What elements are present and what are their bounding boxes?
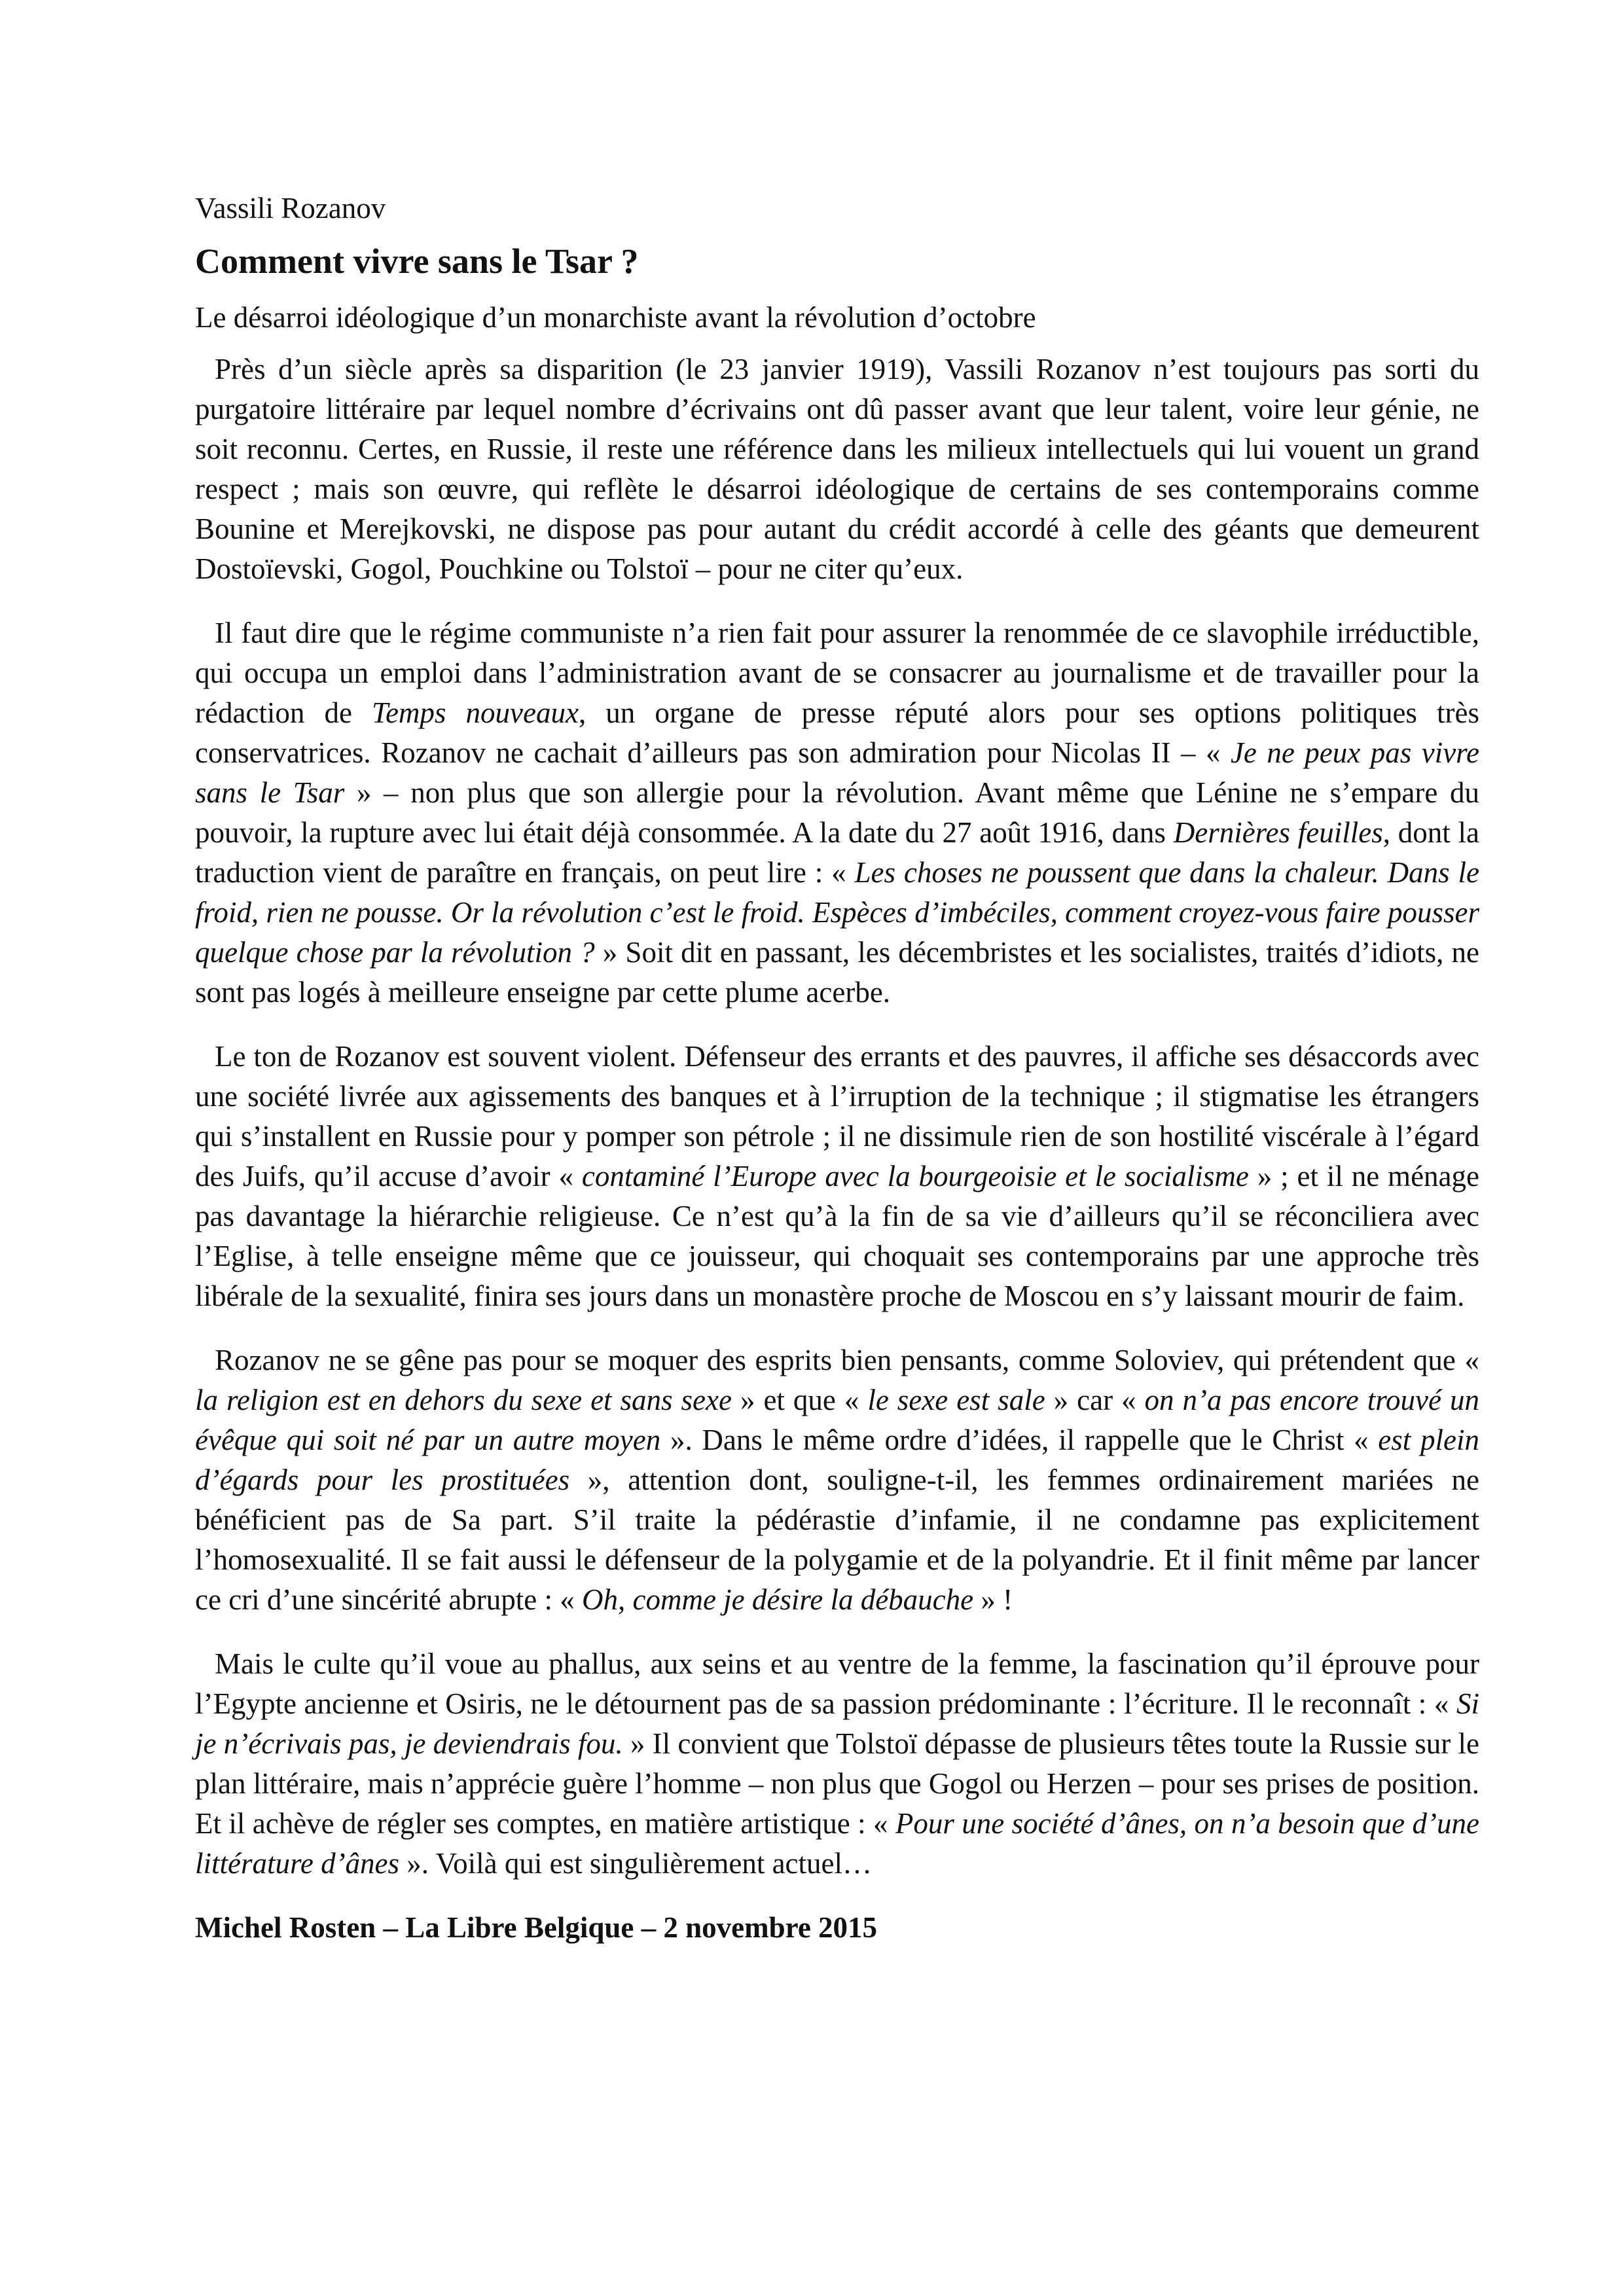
paragraph-segment: » – non plus que son allergie pour la révolution. Avant même que Lénine ne s’empare du pouvoir, la rupture avec lui était déjà consommée. A la date du 27 août 1916, dans — [195, 776, 1479, 849]
paragraph-segment: , dont la traduction vient de paraître en français, on peut lire : « — [195, 816, 1479, 889]
paragraph-segment: ». Dans le même ordre d’idées, il rappelle que le Christ « — [660, 1424, 1379, 1456]
paragraph-segment: » ! — [973, 1583, 1013, 1616]
paragraph-segment: » Soit dit en passant, les décembristes et les socialistes, traités d’idiots, ne sont pas logés à meilleure enseigne par cette plume acerbe. — [195, 936, 1479, 1009]
paragraph-5 — [195, 1644, 1479, 1884]
paragraph-segment: » et que « — [731, 1384, 868, 1416]
quote-sexe: le sexe est sale — [867, 1384, 1045, 1416]
paragraph-3 — [195, 1037, 1479, 1316]
quote-debauche: Oh, comme je désire la débauche — [581, 1583, 974, 1616]
article-title: Comment vivre sans le Tsar ? — [195, 242, 639, 281]
book-title-temps-nouveaux: Temps nouveaux — [372, 696, 579, 729]
paragraph-segment: Rozanov ne se gêne pas pour se moquer des esprits bien pensants, comme Soloviev, qui prétendent que « — [215, 1344, 1479, 1376]
quote-anes: Pour une société d’ânes, on n’a besoin que d’une littérature d’ânes — [195, 1807, 1479, 1880]
paragraph-segment: Il faut dire que le régime communiste n’a rien fait pour assurer la renommée de ce slavophile irréductible, qui occupa un emploi dans l’administration avant de se consacrer au journalisme et de travailler pour la rédaction de — [195, 617, 1479, 729]
paragraph-segment: » Il convient que Tolstoï dépasse de plusieurs têtes toute la Russie sur le plan littéraire, mais n’apprécie guère l’homme – non plus que Gogol ou Herzen – pour ses prises de position. Et il achève de régler ses comptes, en matière artistique : « — [195, 1727, 1479, 1840]
paragraph-segment: Près d’un siècle après sa disparition (le 23 janvier 1919), Vassili Rozanov n’est toujours pas sorti du purgatoire littéraire par lequel nombre d’écrivains ont dû passer avant que leur talent, voire leur génie, ne soit reconnu. Certes, en Russie, il reste une référence dans les milieux intellectuels qui lui vouent un grand respect ; mais son œuvre, qui reflète le désarroi idéologique de certains de ses contemporains comme Bounine et Merejkovski, ne dispose pas pour autant du crédit accordé à celle des géants que demeurent Dostoïevski, Gogol, Pouchkine ou Tolstoï – pour ne citer qu’eux. — [195, 353, 1479, 585]
book-title-dernieres-feuilles: Dernières feuilles — [1173, 816, 1383, 849]
article-subtitle: Le désarroi idéologique d’un monarchiste avant la révolution d’octobre — [195, 301, 1036, 334]
paragraph-1 — [195, 350, 1479, 589]
paragraph-segment: Le ton de Rozanov est souvent violent. Défenseur des errants et des pauvres, il affiche ses désaccords avec une société livrée aux agissements des banques et à l’irruption de la technique ; il stigmatise les étrangers qui s’installent en Russie pour y pomper son pétrole ; il ne dissimule rien de son hostilité viscérale à l’égard des Juifs, qu’il accuse d’avoir « — [195, 1040, 1479, 1193]
paragraph-segment: » car « — [1045, 1384, 1145, 1416]
quote-christ: est plein d’égards pour les prostituées — [195, 1424, 1479, 1496]
document-page — [195, 188, 1479, 1947]
paragraph-segment: » ; et il ne ménage pas davantage la hiérarchie religieuse. Ce n’est qu’à la fin de sa vie d’ailleurs qu’il se réconciliera avec l’Eglise, à telle enseigne même que ce jouisseur, qui choquait ses contemporains par une approche très libérale de la sexualité, finira ses jours dans un monastère proche de Moscou en s’y laissant mourir de faim. — [195, 1160, 1479, 1312]
article-signature: Michel Rosten – La Libre Belgique – 2 novembre 2015 — [195, 1911, 878, 1944]
quote-tsar: Je ne peux pas vivre sans le Tsar — [195, 736, 1479, 809]
paragraph-segment: ». Voilà qui est singulièrement actuel… — [399, 1847, 873, 1880]
paragraph-segment: , un organe de presse réputé alors pour ses options politiques très conservatrices. Rozanov ne cachait d’ailleurs pas son admiration pour Nicolas II – « — [195, 696, 1479, 769]
paragraph-4 — [195, 1340, 1479, 1620]
quote-religion: la religion est en dehors du sexe et sans sexe — [195, 1384, 732, 1416]
quote-revolution: Les choses ne poussent que dans la chaleur. Dans le froid, rien ne pousse. Or la révolution c’est le froid. Espèces d’imbéciles, comment croyez-vous faire pousser quelque chose par la révolution ? — [195, 856, 1480, 969]
quote-fou: Si je n’écrivais pas, je deviendrais fou. — [195, 1687, 1479, 1760]
paragraph-segment: Mais le culte qu’il voue au phallus, aux seins et au ventre de la femme, la fascination qu’il éprouve pour l’Egypte ancienne et Osiris, ne le détournent pas de sa passion prédominante : l’écriture. Il le reconnaît : « — [195, 1647, 1479, 1720]
author-name: Vassili Rozanov — [195, 192, 386, 224]
quote-eveque: on n’a pas encore trouvé un évêque qui soit né par un autre moyen — [195, 1384, 1479, 1456]
paragraph-2 — [195, 613, 1479, 1013]
paragraph-segment: », attention dont, souligne-t-il, les femmes ordinairement mariées ne bénéficient pas de Sa part. S’il traite la pédérastie d’infamie, il ne condamne pas explicitement l’homosexualité. Il se fait aussi le défenseur de la polygamie et de la polyandrie. Et il finit même par lancer ce cri d’une sincérité abrupte : « — [195, 1463, 1479, 1616]
quote-europe: contaminé l’Europe avec la bourgeoisie et le socialisme — [581, 1160, 1249, 1193]
